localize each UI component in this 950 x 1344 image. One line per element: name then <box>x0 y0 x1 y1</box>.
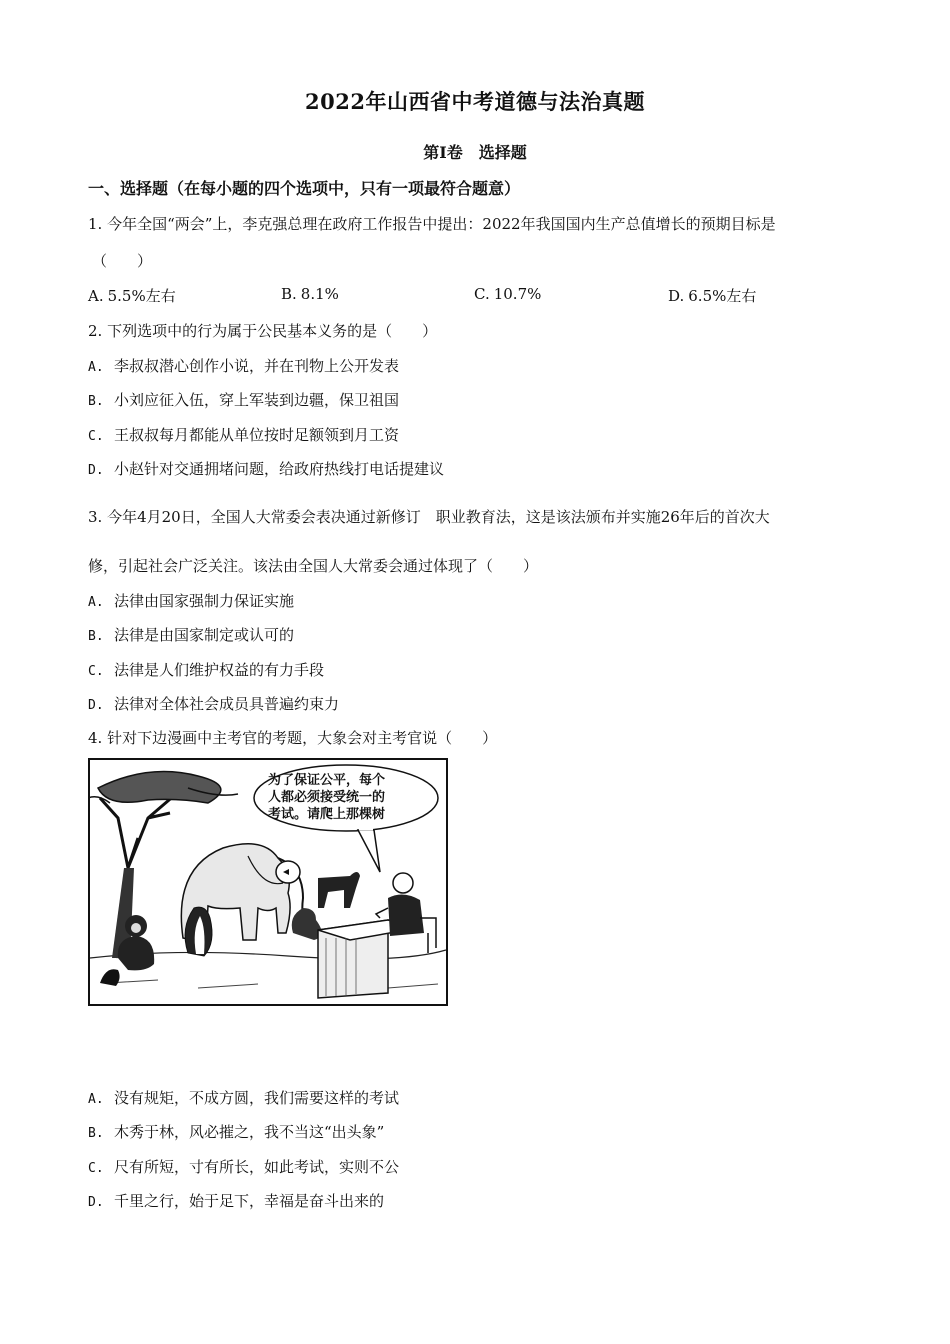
q2-option-b: B. 小刘应征入伍，穿上军装到边疆，保卫祖国 <box>88 391 400 409</box>
q1-option-d-text: 6.5%左右 <box>688 287 757 305</box>
q3-option-d: D. 法律对全体社会成员具普遍约束力 <box>88 695 340 713</box>
q4-option-a: A. 没有规矩，不成方圆，我们需要这样的考试 <box>88 1089 400 1107</box>
q1-option-b-text: 8.1% <box>300 285 339 303</box>
q1-stem-line-1: 1. 今年全国“两会”上，李克强总理在政府工作报告中提出：2022年我国国内生产总值增长的预期目标是 <box>88 215 776 233</box>
exam-cartoon-illustration <box>88 758 448 1006</box>
page-title: 2022年山西省中考道德与法治真题 <box>305 89 645 114</box>
q4-option-b: B. 木秀于林，风必摧之，我不当这“出头象” <box>88 1123 385 1141</box>
q4-option-c: C. 尺有所短，寸有所长，如此考试，实则不公 <box>88 1158 400 1176</box>
q3-stem-line-1: 3. 今年4月20日，全国人大常委会表决通过新修订 职业教育法，这是该法颁布并实施26年后的首次大 <box>88 508 770 526</box>
q3-stem-line-2: 修，引起社会广泛关注。该法由全国人大常委会通过体现了（ ） <box>88 557 539 575</box>
q2-option-a: A. 李叔叔潜心创作小说，并在刊物上公开发表 <box>88 357 400 375</box>
q3-option-a: A. 法律由国家强制力保证实施 <box>88 592 295 610</box>
q1-option-c: C. 10.7% <box>474 285 542 303</box>
section-heading: 一、选择题（在每小题的四个选项中，只有一项最符合题意） <box>88 179 521 198</box>
q2-stem: 2. 下列选项中的行为属于公民基本义务的是（ ） <box>88 322 438 340</box>
part-title: 第Ⅰ卷 选择题 <box>423 143 527 162</box>
cartoon-speech-bubble-text: 为了保证公平，每个 人都必须接受统一的 考试。请爬上那棵树 <box>268 773 386 822</box>
q1-option-a: A. 5.5%左右 <box>88 287 176 305</box>
q2-option-c: C. 王叔叔每月都能从单位按时足额领到月工资 <box>88 426 400 444</box>
q1-option-c-text: 10.7% <box>493 285 542 303</box>
q1-stem-line-2: （ ） <box>92 252 153 270</box>
q3-option-c: C. 法律是人们维护权益的有力手段 <box>88 661 325 679</box>
q2-option-d: D. 小赵针对交通拥堵问题，给政府热线打电话提建议 <box>88 460 445 478</box>
q1-option-d: D. 6.5%左右 <box>668 287 757 305</box>
q4-option-d: D. 千里之行，始于足下，幸福是奋斗出来的 <box>88 1192 385 1210</box>
q1-option-a-text: 5.5%左右 <box>107 287 176 305</box>
q4-stem: 4. 针对下边漫画中主考官的考题，大象会对主考官说（ ） <box>88 729 498 747</box>
q1-option-b: B. 8.1% <box>281 285 339 303</box>
q3-option-b: B. 法律是由国家制定或认可的 <box>88 626 295 644</box>
